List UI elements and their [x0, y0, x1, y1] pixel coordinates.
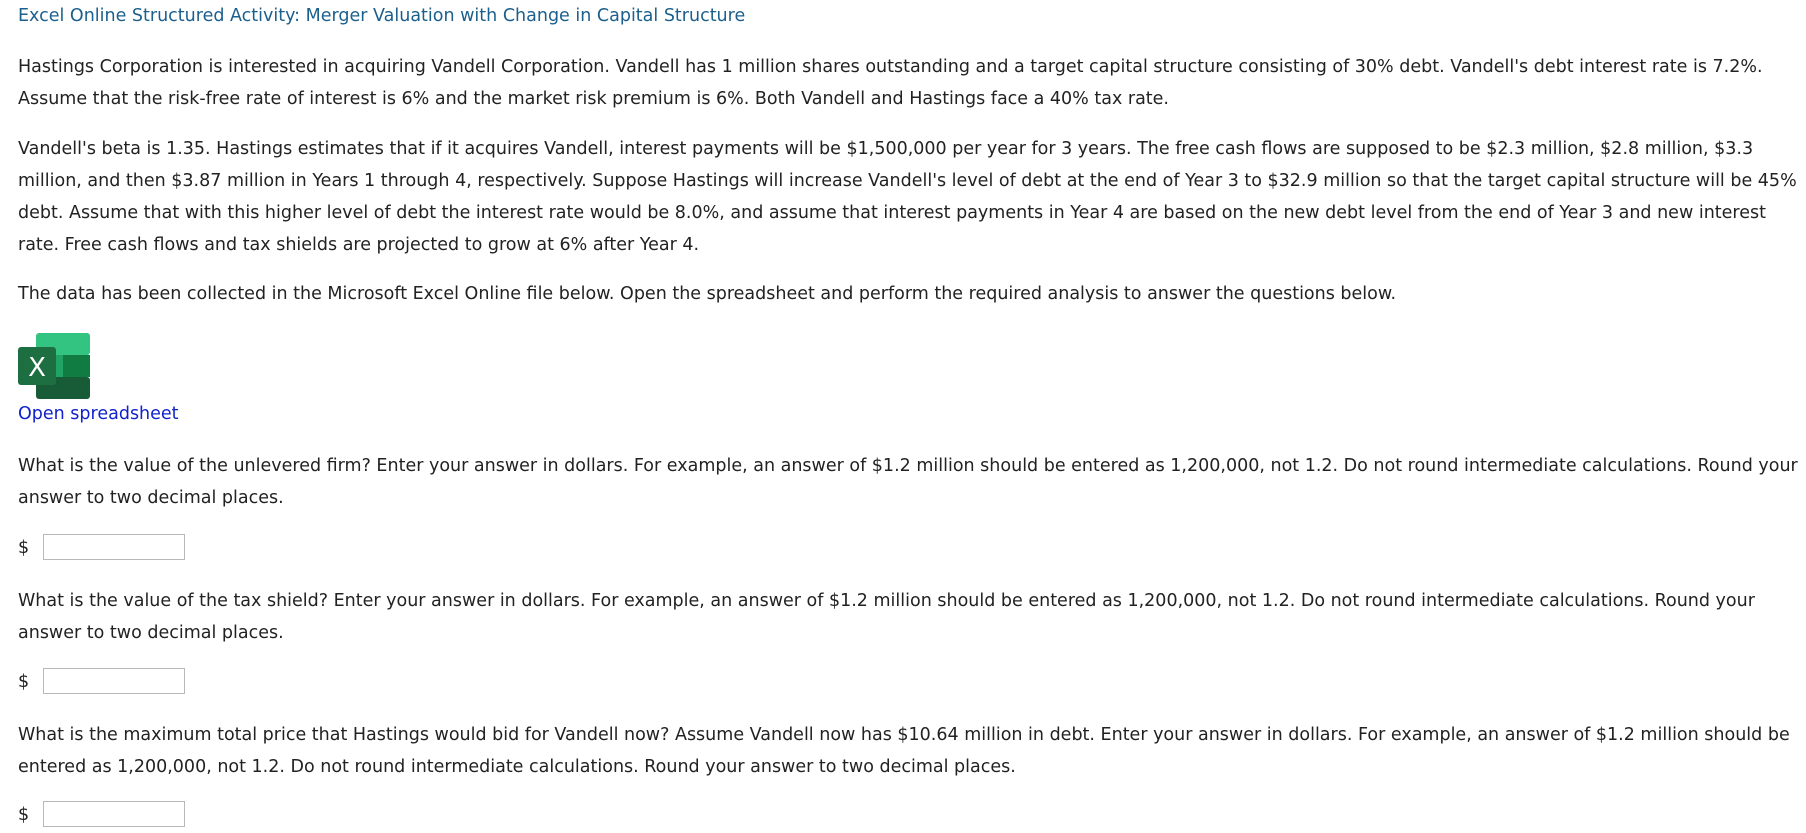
currency-symbol: $ — [18, 805, 30, 825]
instructions-paragraph: The data has been collected in the Microsoft Excel Online file below. Open the spreadsheet and perform the required analysis to answer the questions below. — [18, 284, 1397, 304]
question-2-text: What is the value of the tax shield? Enter your answer in dollars. For example, an answer of $1.2 million should be entered as 1,200,000, not 1.2. Do not round intermediate calculations. Round your answer to two decimal places. — [18, 591, 1755, 643]
excel-icon-right-column — [63, 355, 90, 377]
unlevered-value-input[interactable] — [43, 534, 185, 560]
max-bid-price-input[interactable] — [43, 801, 185, 827]
intro-paragraph: Hastings Corporation is interested in acquiring Vandell Corporation. Vandell has 1 million shares outstanding and a target capital structure consisting of 30% debt. Vandell's debt interest rate is 7.2%. Assume that the risk-free rate of interest is 6% and the market risk premium is 6%. Both Vandell and Hastings face a 40% tax rate. — [18, 57, 1763, 109]
currency-symbol: $ — [18, 538, 30, 558]
currency-symbol: $ — [18, 672, 30, 692]
excel-spreadsheet-icon[interactable] — [18, 333, 90, 399]
details-paragraph: Vandell's beta is 1.35. Hastings estimates that if it acquires Vandell, interest payments will be $1,500,000 per year for 3 years. The free cash flows are supposed to be $2.3 million, $2.8 million, $3.3 million, and then $3.87 million in Years 1 through 4, respectively. Suppose Hastings will increase Vandell's level of debt at the end of Year 3 to $32.9 million so that the target capital structure will be 45% debt. Assume that with this higher level of debt the interest rate would be 8.0%, and assume that interest payments in Year 4 are based on the new debt level from the end of Year 3 and new interest rate. Free cash flows and tax shields are projected to grow at 6% after Year 4. — [18, 139, 1797, 255]
open-spreadsheet-link[interactable]: Open spreadsheet — [18, 404, 179, 424]
excel-icon-letter: X — [28, 353, 46, 383]
question-3-text: What is the maximum total price that Hastings would bid for Vandell now? Assume Vandell now has $10.64 million in debt. Enter your answer in dollars. For example, an answer of $1.2 million should be entered as 1,200,000, not 1.2. Do not round intermediate calculations. Round your answer to two decimal places. — [18, 725, 1790, 777]
question-1-text: What is the value of the unlevered firm? Enter your answer in dollars. For example, an answer of $1.2 million should be entered as 1,200,000, not 1.2. Do not round intermediate calculations. Round your answer to two decimal places. — [18, 456, 1798, 508]
activity-title: Excel Online Structured Activity: Merger Valuation with Change in Capital Structure — [18, 6, 746, 26]
tax-shield-value-input[interactable] — [43, 668, 185, 694]
